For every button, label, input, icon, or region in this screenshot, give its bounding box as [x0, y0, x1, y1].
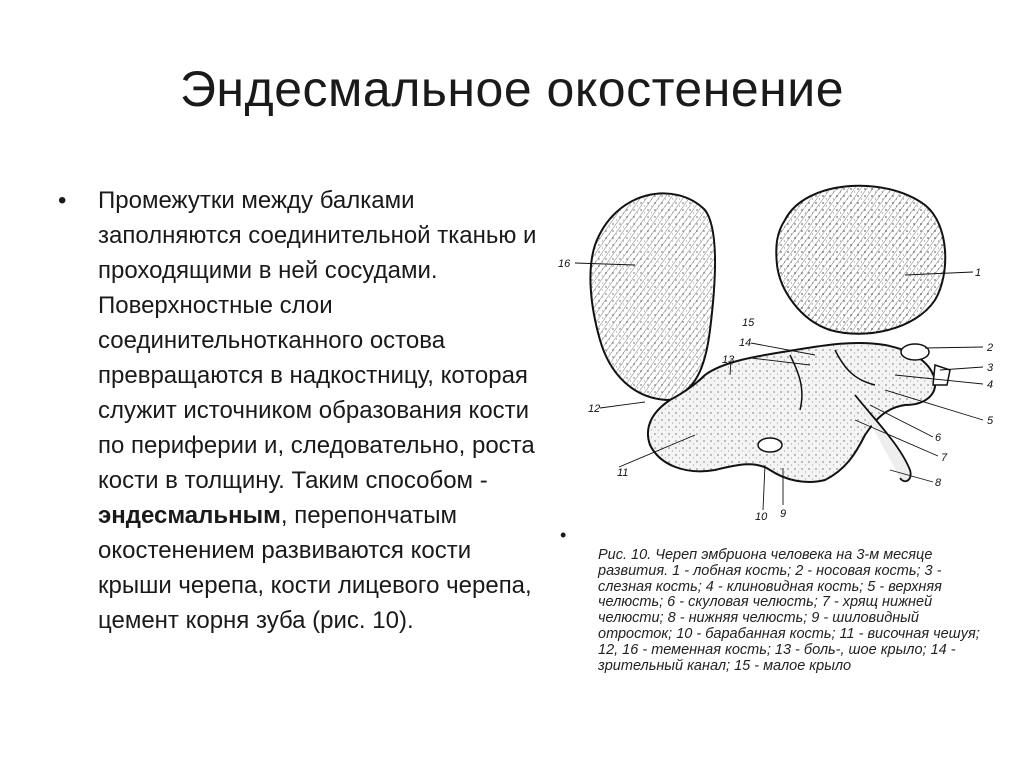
label-7: 7 — [941, 452, 948, 464]
label-13: 13 — [722, 354, 735, 366]
label-16: 16 — [558, 258, 571, 270]
label-14: 14 — [739, 337, 752, 349]
bullet-marker: • — [58, 187, 67, 214]
label-10: 10 — [755, 511, 768, 523]
slide-title: Эндесмальное окостенение — [179, 61, 845, 117]
bullet-text-end: , перепончатым окостенением развиваются кости крыши черепа, кости лицевого черепа, цемент корня зуба (рис. 10). — [98, 502, 532, 634]
label-3: 3 — [987, 362, 994, 374]
bullet-bold-term: эндесмальным — [98, 502, 281, 529]
label-6: 6 — [935, 432, 942, 444]
label-12: 12 — [588, 403, 601, 415]
skull-figure — [555, 180, 1015, 525]
label-9: 9 — [780, 508, 787, 520]
skull-illustration — [555, 180, 1015, 525]
label-2: 2 — [987, 342, 994, 354]
stray-dot: • — [560, 525, 567, 545]
parietal-bone-left — [590, 193, 715, 400]
label-8: 8 — [935, 477, 942, 489]
label-5: 5 — [987, 415, 994, 427]
label-1: 1 — [975, 267, 982, 279]
bullet-text — [98, 183, 538, 638]
label-4: 4 — [987, 379, 994, 391]
frontal-bone — [776, 186, 945, 334]
label-11: 11 — [617, 467, 629, 479]
figure-caption: Рис. 10. Череп эмбриона человека на 3-м месяце развития. 1 - лобная кость; 2 - носовая кость; 3 - слезная кость; 4 - клиновидная кость; 5 - верхняя челюсть; 6 - скуловая челюсть; 7 - хрящ нижней челюсти; 8 - нижняя челюсть; 9 - шиловидный отросток; 10 - барабанная кость; 11 - височная чешуя; 12, 16 - теменная кость; 13 - боль-, шое крыло; 14 - зрительный канал; 15 - малое крыло — [598, 547, 980, 674]
bullet-text-start: Промежутки между балками заполняются соединительной тканью и проходящими в ней сосудами. Поверхностные слои соединительнотканного остова превращаются в надкостницу, которая служит источником образования кости по периферии и, следовательно, роста кости в толщину. Таким способом - — [98, 187, 537, 494]
label-15: 15 — [742, 317, 755, 329]
